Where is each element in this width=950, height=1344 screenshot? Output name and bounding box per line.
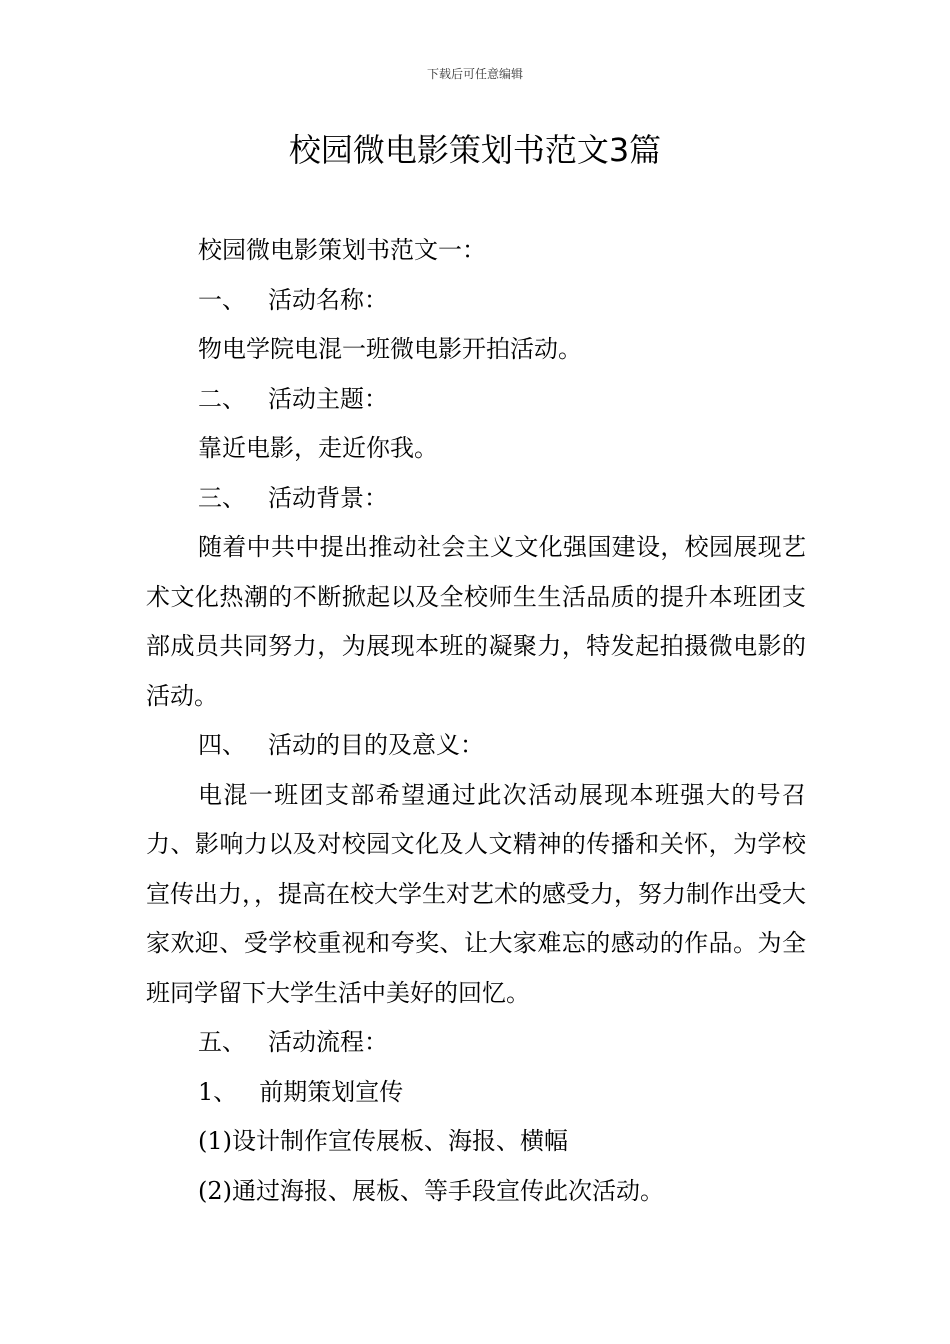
section-heading-3 [146, 474, 806, 524]
section-heading-5 [146, 1018, 806, 1068]
section-heading-text: 活动的目的及意义： [268, 731, 484, 759]
paragraph-purpose [146, 771, 806, 1019]
section-number: 一、 [198, 285, 246, 314]
paragraph-text: 校园微电影策划书范文一： [198, 236, 486, 264]
list-item-text: (2)通过海报、展板、等手段宣传此次活动。 [198, 1176, 664, 1205]
section-heading-4 [146, 721, 806, 771]
paragraph-text: 靠近电影，走近你我。 [198, 434, 438, 462]
paragraph-background [146, 523, 806, 721]
section-heading-2 [146, 375, 806, 425]
section-heading-text: 活动流程： [268, 1028, 388, 1056]
document-body [146, 226, 806, 1216]
subsection-heading-text: 前期策划宣传 [259, 1077, 404, 1106]
subsection-number: 1、 [198, 1077, 238, 1106]
paragraph-text: 电混一班团支部希望通过此次活动展现本班强大的号召力、影响力以及对校园文化及人文精神的传播和关怀，为学校宣传出力，，提高在校大学生对艺术的感受力，努力制作出受大家欢迎、受学校重视和夸奖、让大家难忘的感动的作品。为全班同学留下大学生活中美好的回忆。 [146, 780, 806, 1007]
paragraph-activity-theme [146, 424, 806, 474]
section-heading-1 [146, 276, 806, 326]
list-item-1 [146, 1117, 806, 1167]
section-number: 五、 [198, 1028, 246, 1056]
section-number: 三、 [198, 483, 246, 512]
document-title: 校园微电影策划书范文3篇 [288, 131, 662, 169]
paragraph-text: 随着中共中提出推动社会主义文化强国建设，校园展现艺术文化热潮的不断掀起以及全校师生生活品质的提升本班团支部成员共同努力，为展现本班的凝聚力，特发起拍摄微电影的活动。 [146, 533, 806, 710]
header-note: 下载后可任意编辑 [426, 67, 523, 81]
section-number: 二、 [198, 384, 246, 413]
section-heading-text: 活动名称： [268, 285, 388, 314]
section-heading-text: 活动背景： [268, 483, 388, 512]
subsection-heading-1 [146, 1068, 806, 1118]
section-number: 四、 [198, 731, 246, 759]
paragraph-text: 物电学院电混一班微电影开拍活动。 [198, 335, 582, 363]
list-item-text: (1)设计制作宣传展板、海报、横幅 [198, 1127, 568, 1155]
list-item-2 [146, 1167, 806, 1217]
paragraph-activity-name [146, 325, 806, 375]
section-heading-text: 活动主题： [268, 384, 388, 413]
paragraph-intro-heading [146, 226, 806, 276]
